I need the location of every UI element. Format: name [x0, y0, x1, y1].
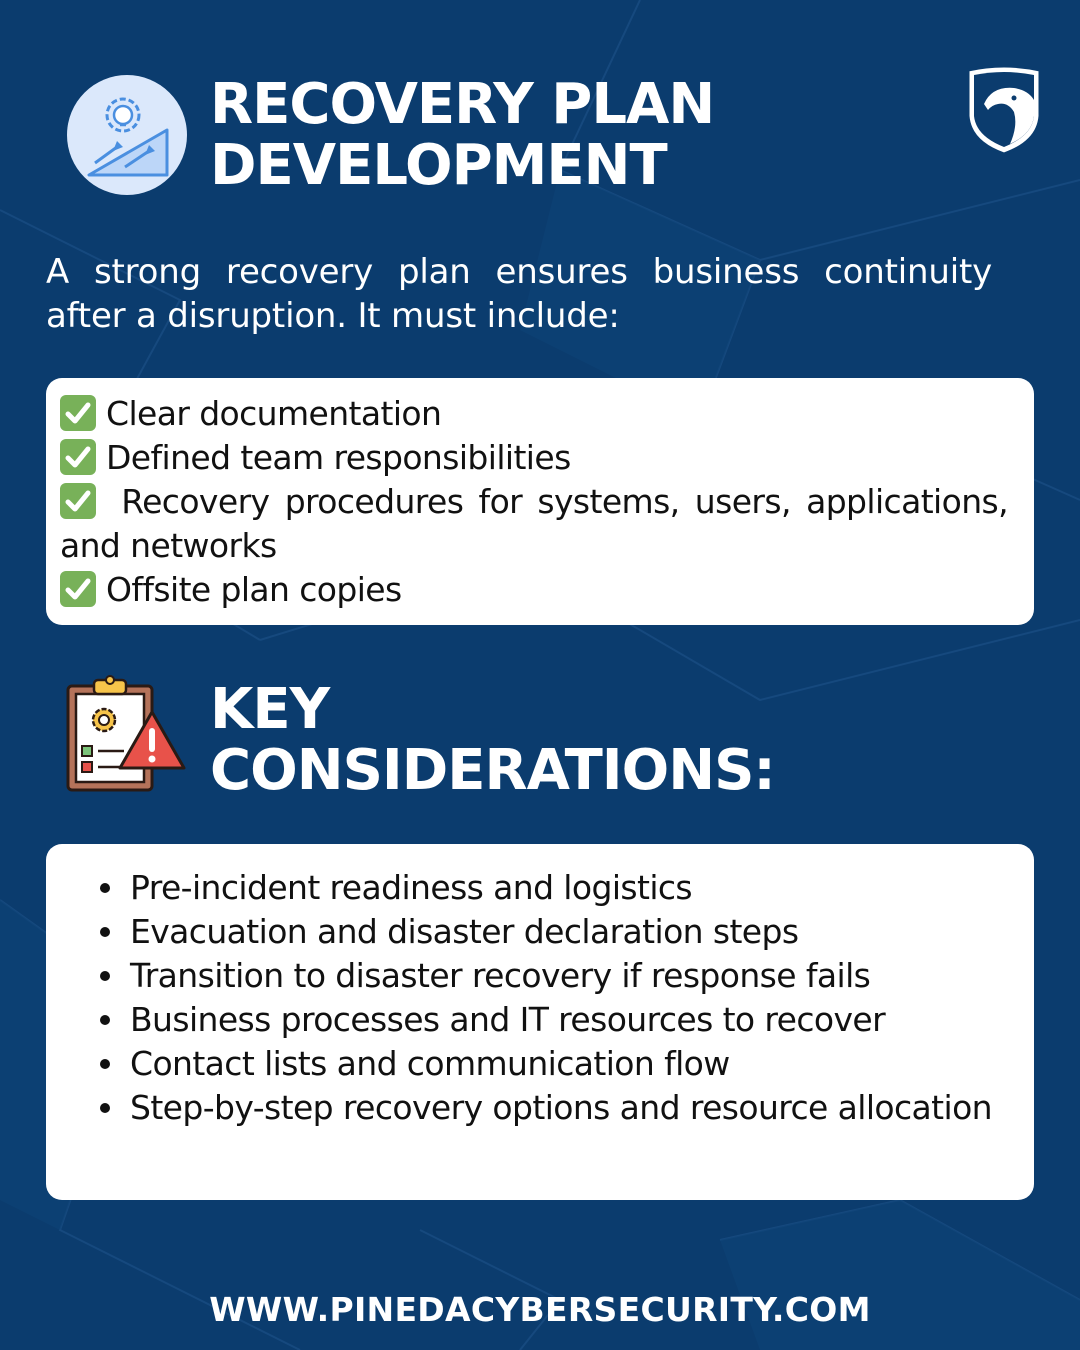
list-item: [86, 866, 1012, 910]
list-item: [86, 1042, 1012, 1086]
section-title-line-2: CONSIDERATIONS:: [210, 738, 775, 803]
list-item-label: Evacuation and disaster declaration steps: [130, 912, 799, 951]
list-item: [86, 998, 1012, 1042]
check-mark-button-icon: [60, 571, 96, 607]
section-title-line-1: KEY: [210, 677, 330, 742]
website-url: WWW.PINEDACYBERSECURITY.COM: [209, 1290, 871, 1329]
bullet-dot: [100, 1103, 110, 1113]
list-item-label: Defined team responsibilities: [106, 438, 571, 477]
intro-paragraph: A strong recovery plan ensures business continuity after a disruption. It must include:: [46, 252, 992, 336]
list-item: [60, 480, 1008, 568]
list-item: [86, 910, 1012, 954]
clipboard-warning-icon: [62, 672, 188, 798]
page-title: [210, 74, 714, 196]
list-item-label: Recovery procedures for systems, users, applications, and networks: [60, 482, 1009, 565]
list-item-label: Clear documentation: [106, 394, 442, 433]
list-item: [60, 436, 1008, 480]
bullet-dot: [100, 971, 110, 981]
growth-chart-lightbulb-icon: [67, 75, 187, 195]
list-item: [86, 1086, 1012, 1130]
bullet-dot: [100, 927, 110, 937]
requirements-list: [60, 392, 1008, 612]
considerations-list: [86, 866, 1012, 1130]
section-title: [210, 679, 775, 801]
list-item: [86, 954, 1012, 998]
bullet-dot: [100, 1059, 110, 1069]
list-item: [60, 392, 1008, 436]
requirements-card: [46, 378, 1034, 625]
considerations-card: [46, 844, 1034, 1200]
list-item-label: Transition to disaster recovery if response fails: [130, 956, 871, 995]
list-item-label: Pre-incident readiness and logistics: [130, 868, 693, 907]
list-item-label: Step-by-step recovery options and resource allocation: [130, 1088, 992, 1127]
bullet-dot: [100, 1015, 110, 1025]
list-item-label: Offsite plan copies: [106, 570, 402, 609]
list-item-label: Contact lists and communication flow: [130, 1044, 730, 1083]
bullet-dot: [100, 883, 110, 893]
title-line-2: DEVELOPMENT: [210, 133, 667, 198]
title-line-1: RECOVERY PLAN: [210, 72, 715, 137]
pineda-eagle-shield-logo: [962, 64, 1046, 156]
list-item: [60, 568, 1008, 612]
check-mark-button-icon: [60, 395, 96, 431]
list-item-label: Business processes and IT resources to recover: [130, 1000, 886, 1039]
check-mark-button-icon: [60, 483, 96, 519]
check-mark-button-icon: [60, 439, 96, 475]
